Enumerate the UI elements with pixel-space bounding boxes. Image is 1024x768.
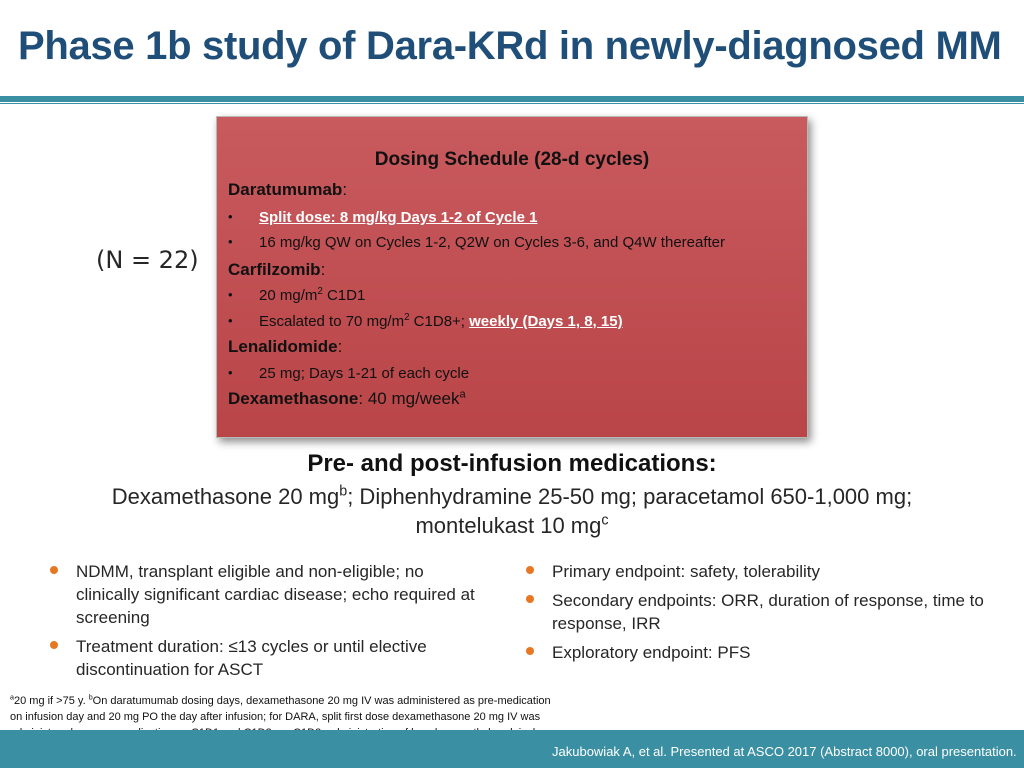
bullet-marker (526, 595, 534, 603)
title-divider-thin (0, 103, 1024, 104)
endpoints-list (524, 560, 984, 670)
dexamethasone-name: Dexamethasone (228, 389, 359, 408)
footnote: $^a$20 mg if >75 y. $^b$On daratumumab dosing days, dexamethasone 20 mg IV was administered as pre-medication on infusion day and 20 mg PO the day after infusion; for DARA, split first dose dexamethasone 20 mg IV was (10, 693, 551, 723)
bullet-marker (526, 647, 534, 655)
carfilzomib-heading: Carfilzomib: (228, 260, 326, 279)
premedications-heading: Pre- and post-infusion medications: (307, 450, 717, 477)
bullet-marker (50, 641, 58, 649)
carfilzomib-weekly-highlight: weekly (Days 1, 8, 15) (469, 313, 623, 330)
dexamethasone-line: Dexamethasone: 40 mg/week$^a$ (228, 388, 466, 408)
list-item: Primary endpoint: safety, tolerability (524, 560, 984, 583)
citation: Jakubowiak A, et al. Presented at ASCO 2017 (Abstract 8000), oral presentation. (552, 744, 1017, 759)
list-item: NDMM, transplant eligible and non-eligible; no clinically significant cardiac disease; echo required at screening (48, 560, 488, 629)
title-divider (0, 96, 1024, 102)
bullet-dot: • (228, 365, 233, 380)
premedications-text: Dexamethasone 20 $mg^b$; Diphenhydramine 25-50 mg; paracetamol 650-1,000 mg; montelukast 10 $mg^c$ (111, 483, 913, 538)
list-item: Secondary endpoints: ORR, duration of response, time to response, IRR (524, 589, 984, 635)
list-item: Treatment duration: ≤13 cycles or until elective discontinuation for ASCT (48, 635, 488, 681)
daratumumab-split-dose: Split dose: 8 mg/kg Days 1-2 of Cycle 1 (259, 209, 538, 226)
daratumumab-name: Daratumumab (228, 180, 343, 199)
bullet-marker (526, 566, 534, 574)
sample-size-label: (N = 22) (96, 246, 199, 274)
bullet-dot: • (228, 234, 233, 249)
bullet-dot: • (228, 313, 233, 328)
bullet-marker (50, 566, 58, 574)
lenalidomide-heading: Lenalidomide: (228, 337, 343, 356)
lenalidomide-name: Lenalidomide (228, 337, 338, 356)
list-item: Exploratory endpoint: PFS (524, 641, 984, 664)
slide-title: Phase 1b study of Dara-KRd in newly-diagnosed MM (18, 24, 1002, 68)
dosing-schedule-heading: Dosing Schedule (28-d cycles) (374, 149, 650, 170)
bullet-dot: • (228, 209, 233, 224)
daratumumab-heading: Daratumumab: (228, 180, 348, 199)
eligibility-list (48, 560, 488, 687)
dosing-schedule-box: Dosing Schedule (28-d cycles) Daratumumab: • Split dose: 8 mg/kg Days 1-2 of Cycle 1 • 16 mg/kg QW on Cycles 1-2, Q2W on Cycles 3-6, and Q4W thereafter Carfilzomib: • 20 $mg/m^2$ C1D1 • Escalated to 70 $mg/m^2$ C1D8+; weekly (Days 1, 8, 15) Lenalidomide: • 25 mg; Days 1-21 of each cycle Dexamethasone: 40 mg/week$^a$ (216, 116, 808, 438)
carfilzomib-name: Carfilzomib (228, 260, 321, 279)
bullet-dot: • (228, 287, 233, 302)
